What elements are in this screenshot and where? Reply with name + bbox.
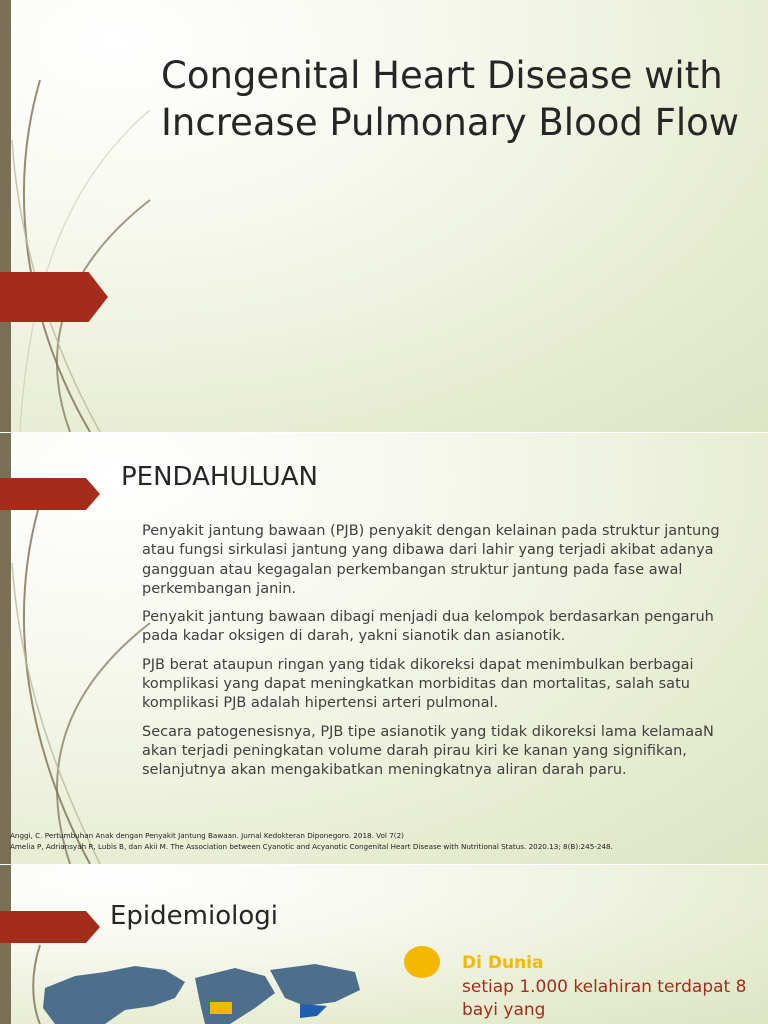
stat-heading: Di Dunia xyxy=(462,953,544,973)
slide-title-text: Congenital Heart Disease with Increase Pulmonary Blood Flow xyxy=(161,54,740,144)
section-heading: Epidemiologi xyxy=(110,901,278,931)
list-item: Secara patogenesisnya, PJB tipe asianotik yang tidak dikoreksi lama kelamaaN akan terjadi peningkatan volume darah pirau kiri ke kanan yang signifikan, selanjutnya akan mengakibatkan meningkatnya aliran darah paru. xyxy=(142,723,714,779)
reference-item: Amelia P, Adriansyah R, Lubis B, dan Akii M. The Association between Cyanotic and Acyanotic Congenital Heart Disease with Nutritional Status. 2020.13; 8(B):245-248. xyxy=(10,842,613,851)
reference-item: Anggi, C. Pertumbuhan Anak dengan Penyakit Jantung Bawaan. Jurnal Kedokteran Diponegoro. 2018. Vol 7(2) xyxy=(10,831,404,840)
stat-text: setiap 1.000 kelahiran terdapat 8 bayi yang xyxy=(462,977,747,1020)
arrow-tab-icon xyxy=(0,911,100,943)
section-heading: PENDAHULUAN xyxy=(121,462,318,492)
yellow-dot-icon xyxy=(404,946,440,978)
arrow-tab-icon xyxy=(0,272,108,322)
list-item: PJB berat ataupun ringan yang tidak dikoreksi dapat menimbulkan berbagai komplikasi yang dapat meningkatkan morbiditas dan mortalitas, salah satu komplikasi PJB adalah hipertensi arteri pulmonal. xyxy=(142,656,694,712)
bullet-list xyxy=(118,522,743,790)
world-map-icon xyxy=(35,958,365,1024)
list-item: Penyakit jantung bawaan dibagi menjadi dua kelompok berdasarkan pengaruh pada kadar oksigen di darah, yakni sianotik dan asianotik. xyxy=(142,609,714,645)
references xyxy=(10,830,750,852)
slide-title xyxy=(0,0,768,432)
list-item: Penyakit jantung bawaan (PJB) penyakit dengan kelainan pada struktur jantung atau fungsi sirkulasi jantung yang dibawa dari lahir yang terjadi akibat adanya gangguan atau kegagalan perkembangan struktur jantung pada fase awal perkembangan janin. xyxy=(142,523,720,597)
arrow-tab-icon xyxy=(0,478,100,510)
